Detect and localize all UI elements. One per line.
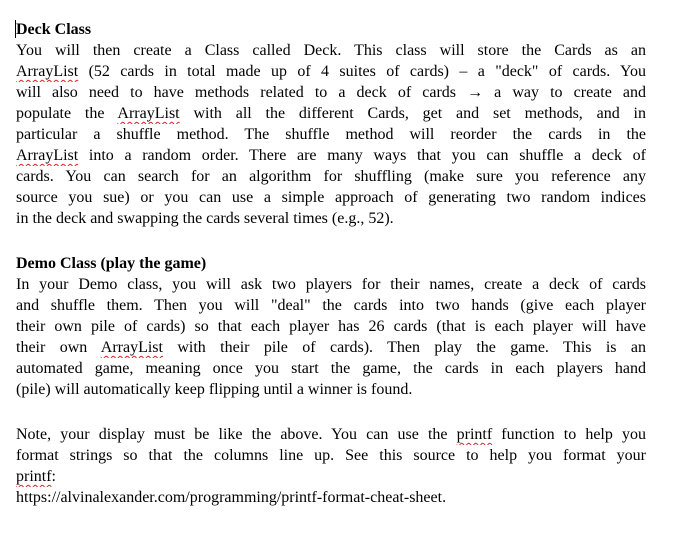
paragraph-line: their own pile of cards) so that each player has 26 cards (that is each player will have xyxy=(16,318,646,335)
paragraph-line: (pile) will automatically keep flipping until a winner is found. xyxy=(16,381,413,398)
paragraph-line: In your Demo class, you will ask two players for their names, create a deck of cards xyxy=(16,276,646,293)
document-body[interactable] xyxy=(16,19,646,508)
section-heading: Demo Class (play the game) xyxy=(16,255,207,272)
text-cursor xyxy=(15,20,16,38)
paragraph-line: populate the ArrayList with all the different Cards, get and set methods, and in xyxy=(16,105,646,122)
paragraph-line: automated game, meaning once you start the game, the cards in each players hand xyxy=(16,360,646,377)
paragraph-line: will also need to have methods related to a deck of cards → a way to create and xyxy=(16,84,646,101)
paragraph-line: ArrayList (52 cards in total made up of 4 suites of cards) – a "deck" of cards. You xyxy=(16,63,646,80)
paragraph-line: format strings so that the columns line up. See this source to help you format your xyxy=(16,447,646,464)
paragraph-line: ArrayList into a random order. There are many ways that you can shuffle a deck of xyxy=(16,147,646,164)
paragraph-line: in the deck and swapping the cards several times (e.g., 52). xyxy=(16,210,394,227)
spellcheck-flagged-word[interactable]: ArrayList xyxy=(100,339,163,356)
paragraph-line: particular a shuffle method. The shuffle method will reorder the cards in the xyxy=(16,126,646,143)
paragraph-line: Note, your display must be like the above. You can use the printf function to help you xyxy=(16,426,646,443)
paragraph-line: source you sue) or you can use a simple approach of generating two random indices xyxy=(16,189,646,206)
blank-line xyxy=(16,400,646,424)
spellcheck-flagged-word[interactable]: ArrayList xyxy=(16,63,79,80)
blank-line xyxy=(16,229,646,253)
paragraph-line: https://alvinalexander.com/programming/printf-format-cheat-sheet. xyxy=(16,489,447,506)
spellcheck-flagged-word[interactable]: ArrayList xyxy=(16,147,79,164)
paragraph-line: printf: xyxy=(16,468,56,485)
paragraph-line: You will then create a Class called Deck. This class will store the Cards as an xyxy=(16,42,646,59)
paragraph-line: and shuffle them. Then you will "deal" the cards into two hands (give each player xyxy=(16,297,646,314)
spellcheck-flagged-word[interactable]: printf xyxy=(16,468,52,485)
section-heading: Deck Class xyxy=(16,21,92,38)
spellcheck-flagged-word[interactable]: ArrayList xyxy=(117,105,180,122)
paragraph-line: cards. You can search for an algorithm for shuffling (make sure you reference any xyxy=(16,168,646,185)
paragraph-line: their own ArrayList with their pile of cards). Then play the game. This is an xyxy=(16,339,646,356)
spellcheck-flagged-word[interactable]: printf xyxy=(456,426,493,443)
